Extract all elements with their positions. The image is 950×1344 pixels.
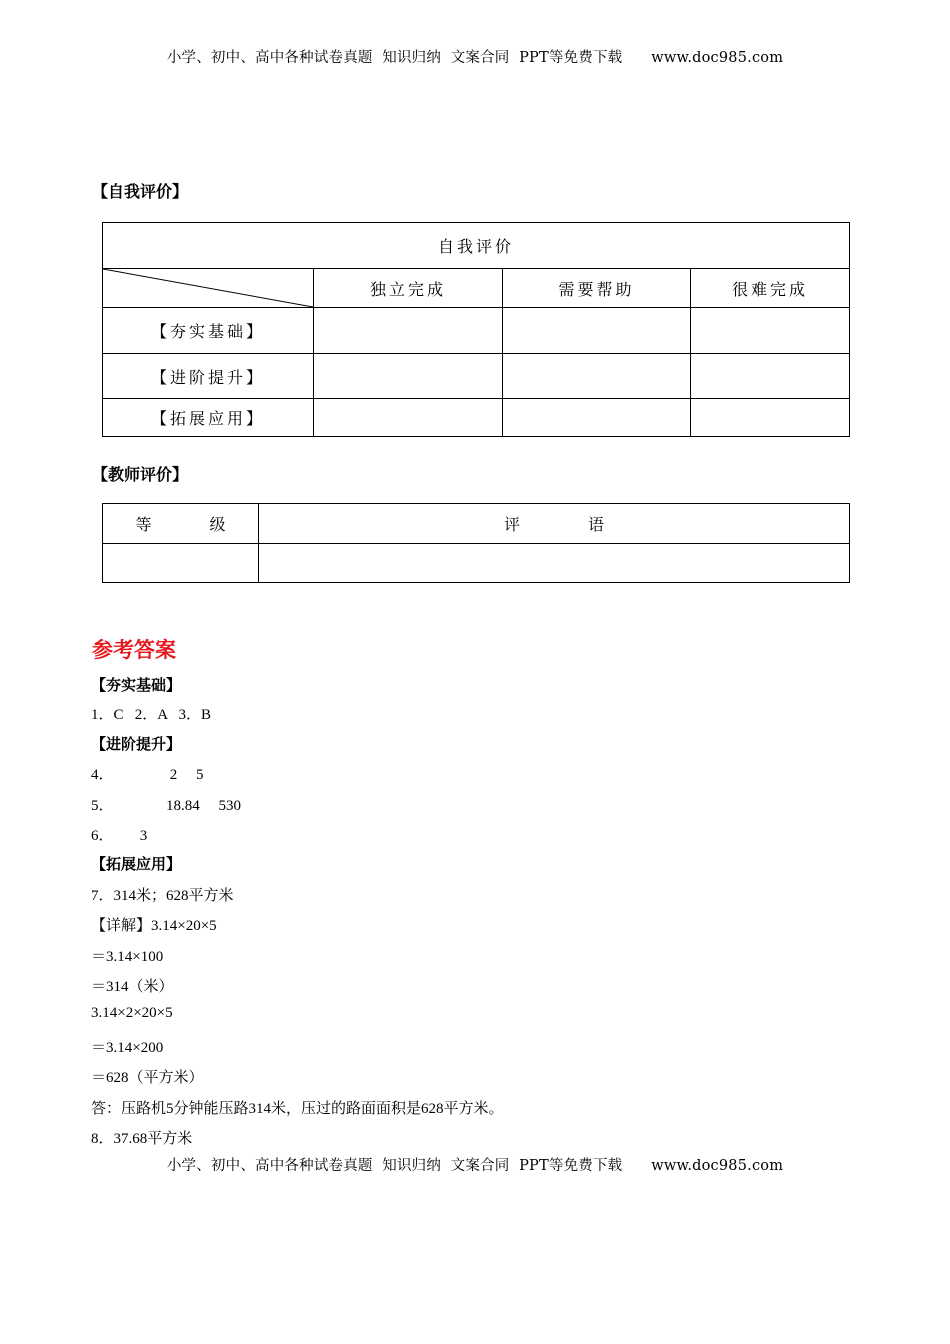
- diagonal-line: [103, 269, 313, 307]
- eval-cell[interactable]: [691, 399, 850, 437]
- answer-line: 1．C 2．A 3．B: [91, 707, 212, 723]
- answer-section-heading: 【进阶提升】: [91, 735, 182, 753]
- self-eval-title: 【自我评价】: [92, 182, 189, 201]
- answer-line: ＝3.14×100: [91, 949, 164, 965]
- answer-line: 3.14×2×20×5: [91, 1005, 173, 1021]
- self-eval-table: [102, 222, 850, 437]
- teacher-eval-title: 【教师评价】: [92, 465, 189, 484]
- answer-line: 6． 3: [91, 828, 148, 844]
- grade-cell[interactable]: [103, 544, 259, 583]
- eval-cell[interactable]: [314, 354, 503, 399]
- comment-header: 评 语: [259, 504, 850, 544]
- self-eval-table-title: 自我评价: [103, 223, 850, 269]
- diagonal-header-cell: [103, 269, 314, 308]
- eval-cell[interactable]: [691, 354, 850, 399]
- row-header: 【拓展应用】: [103, 399, 314, 437]
- eval-cell[interactable]: [503, 308, 691, 354]
- page-footer: 小学、初中、高中各种试卷真题 知识归纳 文案合同 PPT等免费下载 www.doc985.com: [166, 1158, 784, 1174]
- column-header: 需要帮助: [503, 269, 691, 308]
- eval-cell[interactable]: [503, 399, 691, 437]
- eval-cell[interactable]: [314, 308, 503, 354]
- comment-cell[interactable]: [259, 544, 850, 583]
- answer-line: 8．37.68平方米: [91, 1131, 193, 1147]
- eval-cell[interactable]: [314, 399, 503, 437]
- page-header: 小学、初中、高中各种试卷真题 知识归纳 文案合同 PPT等免费下载 www.doc985.com: [166, 50, 784, 66]
- answer-line: 5． 18.84 530: [91, 798, 242, 814]
- answer-line: 4． 2 5: [91, 767, 204, 783]
- answer-line: 7．314米；628平方米: [91, 888, 234, 904]
- column-header: 很难完成: [691, 269, 850, 308]
- grade-header: 等 级: [103, 504, 259, 544]
- eval-cell[interactable]: [691, 308, 850, 354]
- row-header: 【夯实基础】: [103, 308, 314, 354]
- answer-line: ＝628（平方米）: [91, 1070, 204, 1086]
- answer-line: ＝3.14×200: [91, 1040, 164, 1056]
- answer-line: 答：压路机5分钟能压路314米，压过的路面面积是628平方米。: [91, 1101, 504, 1117]
- row-header: 【进阶提升】: [103, 354, 314, 399]
- answer-section-heading: 【拓展应用】: [91, 855, 182, 873]
- column-header: 独立完成: [314, 269, 503, 308]
- answer-line: 【详解】3.14×20×5: [91, 918, 217, 934]
- eval-cell[interactable]: [503, 354, 691, 399]
- answer-section-heading: 【夯实基础】: [91, 676, 182, 694]
- teacher-eval-table: [102, 503, 850, 583]
- answers-title: 参考答案: [92, 638, 176, 662]
- answer-line: ＝314（米）: [91, 979, 174, 995]
